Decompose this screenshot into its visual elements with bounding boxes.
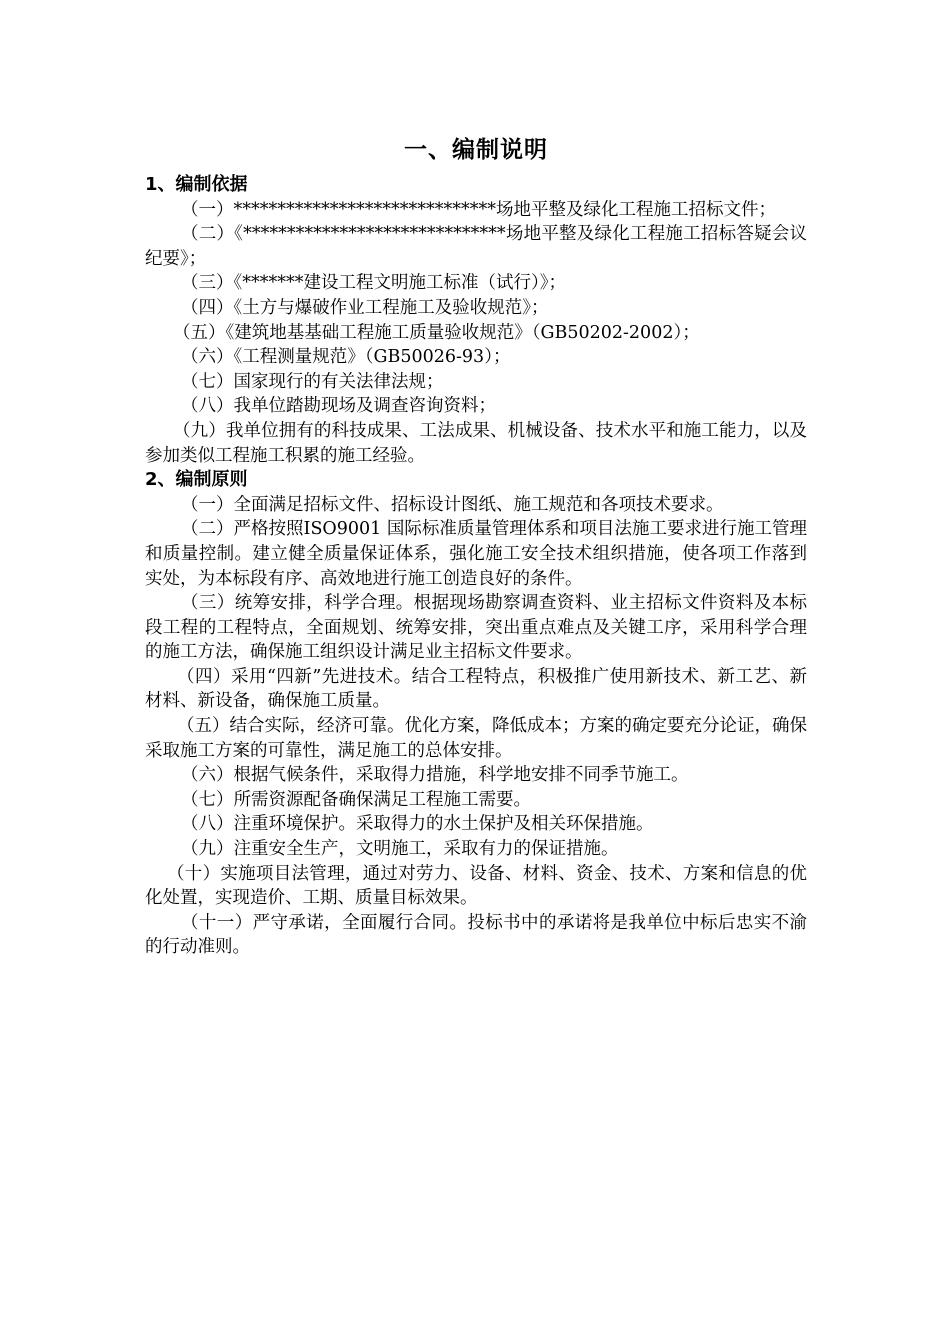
- basis-item-7: （七）国家现行的有关法律法规；: [181, 371, 444, 392]
- principle-item-10: （十）实施项目法管理，通过对劳力、设备、材料、资金、技术、方案和信息的优化处置，实现造价、工期、质量目标效果。: [145, 863, 807, 909]
- basis-item-5: （五）《建筑地基基础工程施工质量验收规范》（GB50202-2002）；: [173, 322, 700, 343]
- principle-item-8: （八）注重环境保护。采取得力的水土保护及相关环保措施。: [181, 814, 654, 835]
- basis-item-1: （一）******************************场地平整及绿化工程施工招标文件；: [181, 199, 776, 220]
- basis-item-8: （八）我单位踏勘现场及调查咨询资料；: [181, 396, 496, 417]
- principle-item-7: （七）所需资源配备确保满足工程施工需要。: [181, 789, 531, 810]
- principle-item-1: （一）全面满足招标文件、招标设计图纸、施工规范和各项技术要求。: [181, 494, 724, 515]
- principle-item-6: （六）根据气候条件，采取得力措施，科学地安排不同季节施工。: [181, 765, 689, 786]
- basis-item-3: （三）《*******建设工程文明施工标准（试行）》；: [181, 273, 566, 294]
- principle-item-2: （二）严格按照ISO9001 国际标准质量管理体系和项目法施工要求进行施工管理和质量控制。建立健全质量保证体系，强化施工安全技术组织措施，使各项工作落到实处，为本标段有序、高效地进行施工创造良好的条件。: [145, 519, 807, 589]
- section-heading-principles: 2、编制原则: [145, 469, 248, 491]
- basis-item-9: （九）我单位拥有的科技成果、工法成果、机械设备、技术水平和施工能力，以及参加类似工程施工积累的施工经验。: [145, 420, 807, 466]
- principle-item-11: （十一）严守承诺，全面履行合同。投标书中的承诺将是我单位中标后忠实不渝的行动准则。: [145, 912, 807, 958]
- basis-item-6: （六）《工程测量规范》（GB50026-93）；: [181, 347, 511, 368]
- principle-item-4: （四）采用“四新”先进技术。结合工程特点，积极推广使用新技术、新工艺、新材料、新设备，确保施工质量。: [145, 666, 807, 712]
- basis-item-4: （四）《土方与爆破作业工程施工及验收规范》；: [181, 297, 549, 318]
- document-content: [145, 133, 807, 960]
- basis-item-2: （二）《******************************场地平整及绿化工程施工招标答疑会议纪要》；: [145, 224, 807, 269]
- page-title: 一、编制说明: [404, 137, 548, 163]
- principle-item-3: （三）统筹安排，科学合理。根据现场勘察调查资料、业主招标文件资料及本标段工程的工程特点，全面规划、统筹安排，突出重点难点及关键工序，采用科学合理的施工方法，确保施工组织设计满足业主招标文件要求。: [145, 593, 807, 663]
- principle-item-9: （九）注重安全生产，文明施工，采取有力的保证措施。: [181, 839, 619, 860]
- principle-item-5: （五）结合实际，经济可靠。优化方案，降低成本；方案的确定要充分论证，确保采取施工方案的可靠性，满足施工的总体安排。: [145, 716, 807, 761]
- section-heading-basis: 1、编制依据: [145, 174, 248, 195]
